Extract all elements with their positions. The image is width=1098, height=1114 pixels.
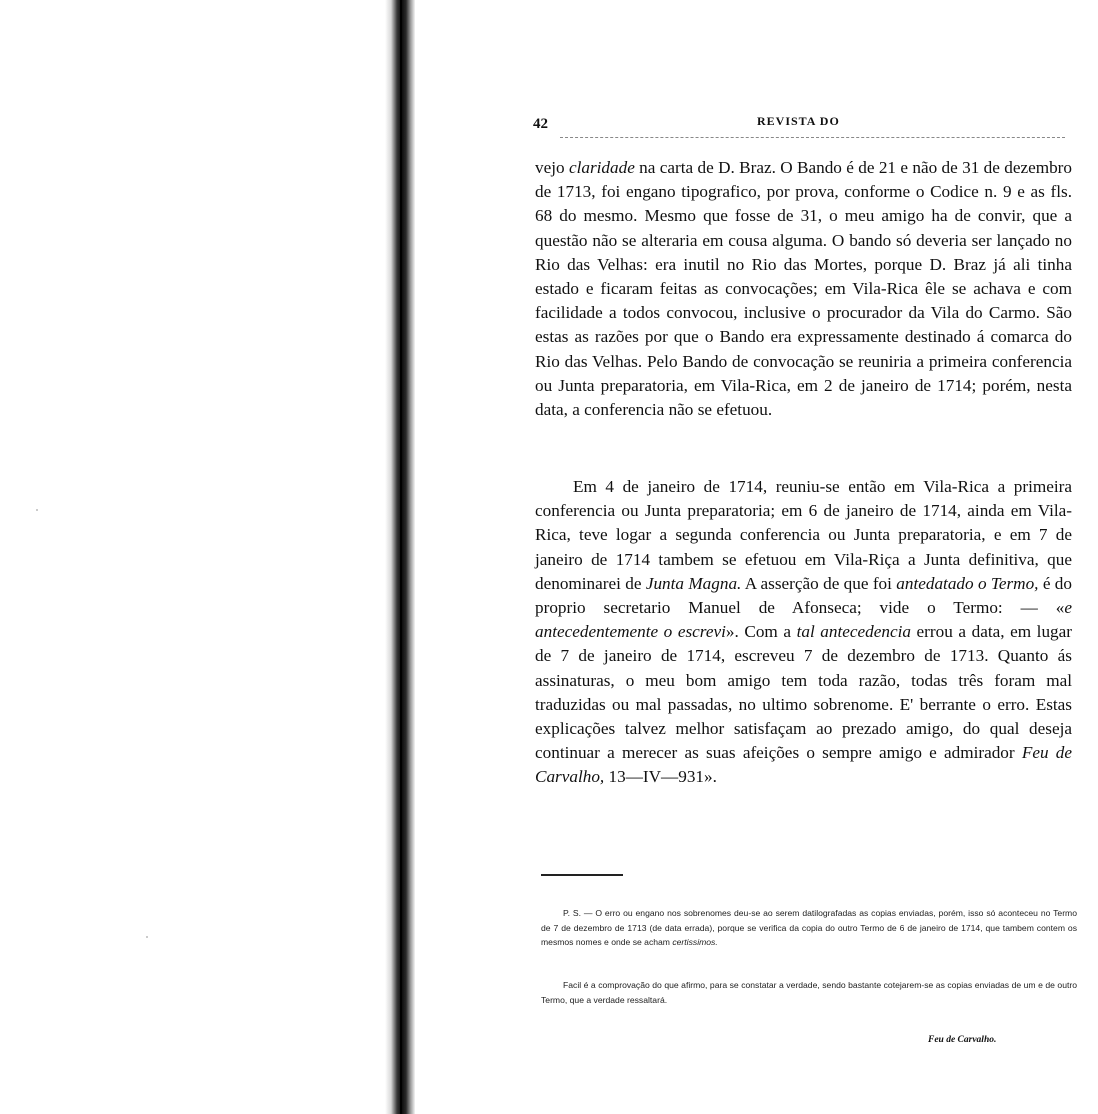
footnote-continuation [541,978,1077,1007]
text-run: errou a data, em lugar de 7 de janeiro de 1714, escreveu 7 de dezembro de 1713. Quanto ás assinaturas, o meu bom amigo tem toda razão, todas três foram mal traduzidas ou mal passadas, no ultimo sobrenome. E' berrante o erro. Estas explicações talvez melhor satisfaçam ao prezado amigo, do qual deseja continuar a merecer as suas afeições o sempre amigo e admirador [535,622,1072,763]
body-paragraph-1 [535,156,1072,422]
italic-run: tal antecedencia [796,622,911,642]
footnote-ps [541,906,1077,950]
italic-run: antedatado o Termo, [896,573,1039,593]
book-binding-line [400,0,402,1114]
page-number: 42 [533,116,548,132]
footnote-rule [541,874,623,876]
text-run: vejo [535,158,569,177]
footnote-signature: Feu de Carvalho. [928,1035,997,1045]
text-run: Facil é a comprovação do que afirmo, para se constatar a verdade, sendo bastante cotejarem-se as copias enviadas de um e de outro Termo, que a verdade ressaltará. [541,980,1077,1005]
text-run: é do proprio secretario Manuel de Afonseca; vide o Termo: — « [535,573,1072,618]
italic-run: Feu de Carvalho, [535,743,1072,787]
scan-speck [36,509,38,511]
text-run: A asserção de que foi [741,573,897,593]
running-head: REVISTA DO [757,114,840,128]
italic-run: e antecedentemente o escrevi [535,598,1072,642]
body-paragraph-2 [535,475,1072,790]
italic-run: Junta Magna. [645,573,742,593]
text-run: P. S. — O erro ou engano nos sobrenomes deu-se ao serem datilografadas as copias enviadas, porém, isso só aconteceu no Termo de 7 de dezembro de 1713 (de data errada), porque se verifica da copia do outro Termo de 6 de janeiro de 1714, que tambem contem os mesmos nomes e onde se acham [541,908,1077,947]
italic-run: claridade [568,158,635,177]
italic-run: certissimos. [672,937,718,947]
header-rule [560,137,1065,138]
scan-speck [146,936,148,938]
text-run: ». Com a [725,622,797,642]
text-run: Em 4 de janeiro de 1714, reuniu-se então em Vila-Rica a primeira conferencia ou Junta preparatoria; em 6 de janeiro de 1714, ainda em Vila-Rica, teve logar a segunda conferencia ou Junta preparatoria, e em 7 de janeiro de 1714 tambem se efetuou em Vila-Riça a Junta definitiva, que denominarei de [535,477,1072,593]
text-run: na carta de D. Braz. O Bando é de 21 e não de 31 de dezembro de 1713, foi engano tipografico, por prova, conforme o Codice n. 9 e as fls. 68 do mesmo. Mesmo que fosse de 31, o meu amigo ha de convir, que a questão não se alteraria em cousa alguma. O bando só deveria ser lançado no Rio das Velhas: era inutil no Rio das Mortes, porque D. Braz já ali tinha estado e ficaram feitas as convocações; em Vila-Rica êle se achava e com facilidade a todos convocou, inclusive o procurador da Vila do Carmo. São estas as razões por que o Bando era expressamente destinado á comarca do Rio das Velhas. Pelo Bando de convocação se reuniria a primeira conferencia ou Junta preparatoria, em Vila-Rica, em 2 de janeiro de 1714; porém, nesta data, a conferencia não se efetuou. [535,158,1072,420]
text-run: 13—IV—931». [604,767,717,787]
